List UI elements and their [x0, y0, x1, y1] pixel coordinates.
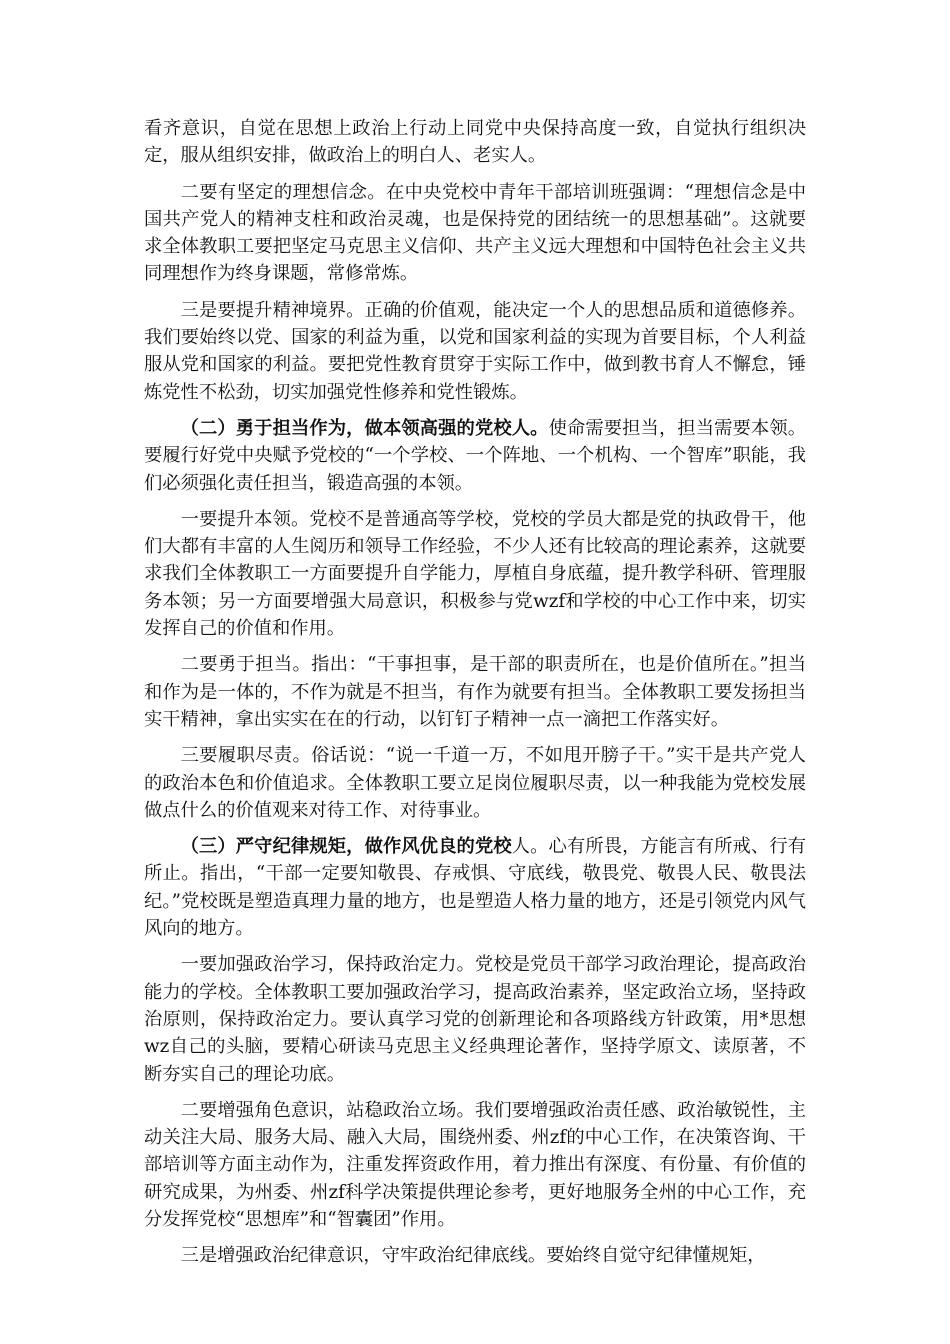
- paragraph-text: 二要有坚定的理想信念。在中央党校中青年干部培训班强调：“理想信念是中国共产党人的精神支柱和政治灵魂，也是保持党的团结统一的思想基础”。这就要求全体教职工要把坚定马克思主义信仰、共产主义远大理想和中国特色社会主义共同理想作为终身课题，常修常炼。: [144, 181, 806, 285]
- paragraph: [144, 742, 806, 824]
- section-heading: （二）勇于担当作为，做本领高强的党校人。: [180, 417, 549, 439]
- paragraph-text: 三是要提升精神境界。正确的价值观，能决定一个人的思想品质和道德修养。我们要始终以党、国家的利益为重，以党和国家利益的实现为首要目标，个人利益服从党和国家的利益。要把党性教育贯穿于实际工作中，做到教书育人不懈怠，锤炼党性不松劲，切实加强党性修养和党性锻炼。: [144, 299, 806, 403]
- paragraph-text: 三是增强政治纪律意识，守牢政治纪律底线。要始终自觉守纪律懂规矩，: [180, 1245, 766, 1267]
- section-heading: （三）严守纪律规矩，做作风优良的党校: [180, 836, 512, 858]
- paragraph: [144, 951, 806, 1087]
- document-body: [144, 115, 806, 1279]
- paragraph: [144, 297, 806, 406]
- paragraph: [144, 1097, 806, 1233]
- paragraph: [144, 1242, 806, 1269]
- paragraph: [144, 506, 806, 642]
- paragraph-text: 使命需要担当，担当需要本领。要履行好党中央赋予党校的“一个学校、一个阵地、一个机构、一个智库”职能，我们必须强化责任担当，锻造高强的本领。: [144, 417, 807, 494]
- section-paragraph: [144, 833, 806, 942]
- section-paragraph: [144, 415, 806, 497]
- paragraph-text: 一要加强政治学习，保持政治定力。党校是党员干部学习政治理论，提高政治能力的学校。全体教职工要加强政治学习，提高政治素养，坚定政治立场，坚持政治原则，保持政治定力。要认真学习党的创新理论和各项路线方针政策，用*思想wz自己的头脑，要精心研读马克思主义经典理论著作，坚持学原文、读原著，不断夯实自己的理论功底。: [144, 954, 806, 1085]
- paragraph-text: 人。心有所畏，方能言有所戒、行有所止。指出，“干部一定要知敬畏、存戒惧、守底线，敬畏党、敬畏人民、敬畏法纪。”党校既是塑造真理力量的地方，也是塑造人格力量的地方，还是引领党内风气风向的地方。: [144, 836, 807, 940]
- paragraph: [144, 651, 806, 733]
- paragraph: [144, 179, 806, 288]
- paragraph-text: 看齐意识，自觉在思想上政治上行动上同党中央保持高度一致，自觉执行组织决定，服从组织安排，做政治上的明白人、老实人。: [144, 118, 806, 167]
- paragraph: [144, 115, 806, 170]
- paragraph-text: 三要履职尽责。俗话说：“说一千道一万，不如甩开膀子干。”实干是共产党人的政治本色和价值追求。全体教职工要立足岗位履职尽责，以一种我能为党校发展做点什么的价值观来对待工作、对待事业。: [144, 745, 806, 821]
- paragraph-text: 二要增强角色意识，站稳政治立场。我们要增强政治责任感、政治敏锐性，主动关注大局、服务大局、融入大局，围绕州委、州zf的中心工作，在决策咨询、干部培训等方面主动作为，注重发挥资政作用，着力推出有深度、有份量、有价值的研究成果，为州委、州zf科学决策提供理论参考，更好地服务全州的中心工作，充分发挥党校“思想库”和“智囊团”作用。: [144, 1099, 806, 1230]
- paragraph-text: 二要勇于担当。指出：“干事担事，是干部的职责所在，也是价值所在。”担当和作为是一体的，不作为就是不担当，有作为就要有担当。全体教职工要发扬担当实干精神，拿出实实在在的行动，以钉钉子精神一点一滴把工作落实好。: [144, 654, 806, 730]
- paragraph-text: 一要提升本领。党校不是普通高等学校，党校的学员大都是党的执政骨干，他们大都有丰富的人生阅历和领导工作经验，不少人还有比较高的理论素养，这就要求我们全体教职工一方面要提升自学能力，厚植自身底蕴，提升教学科研、管理服务本领；另一方面要增强大局意识，积极参与党wzf和学校的中心工作中来，切实发挥自己的价值和作用。: [144, 508, 806, 640]
